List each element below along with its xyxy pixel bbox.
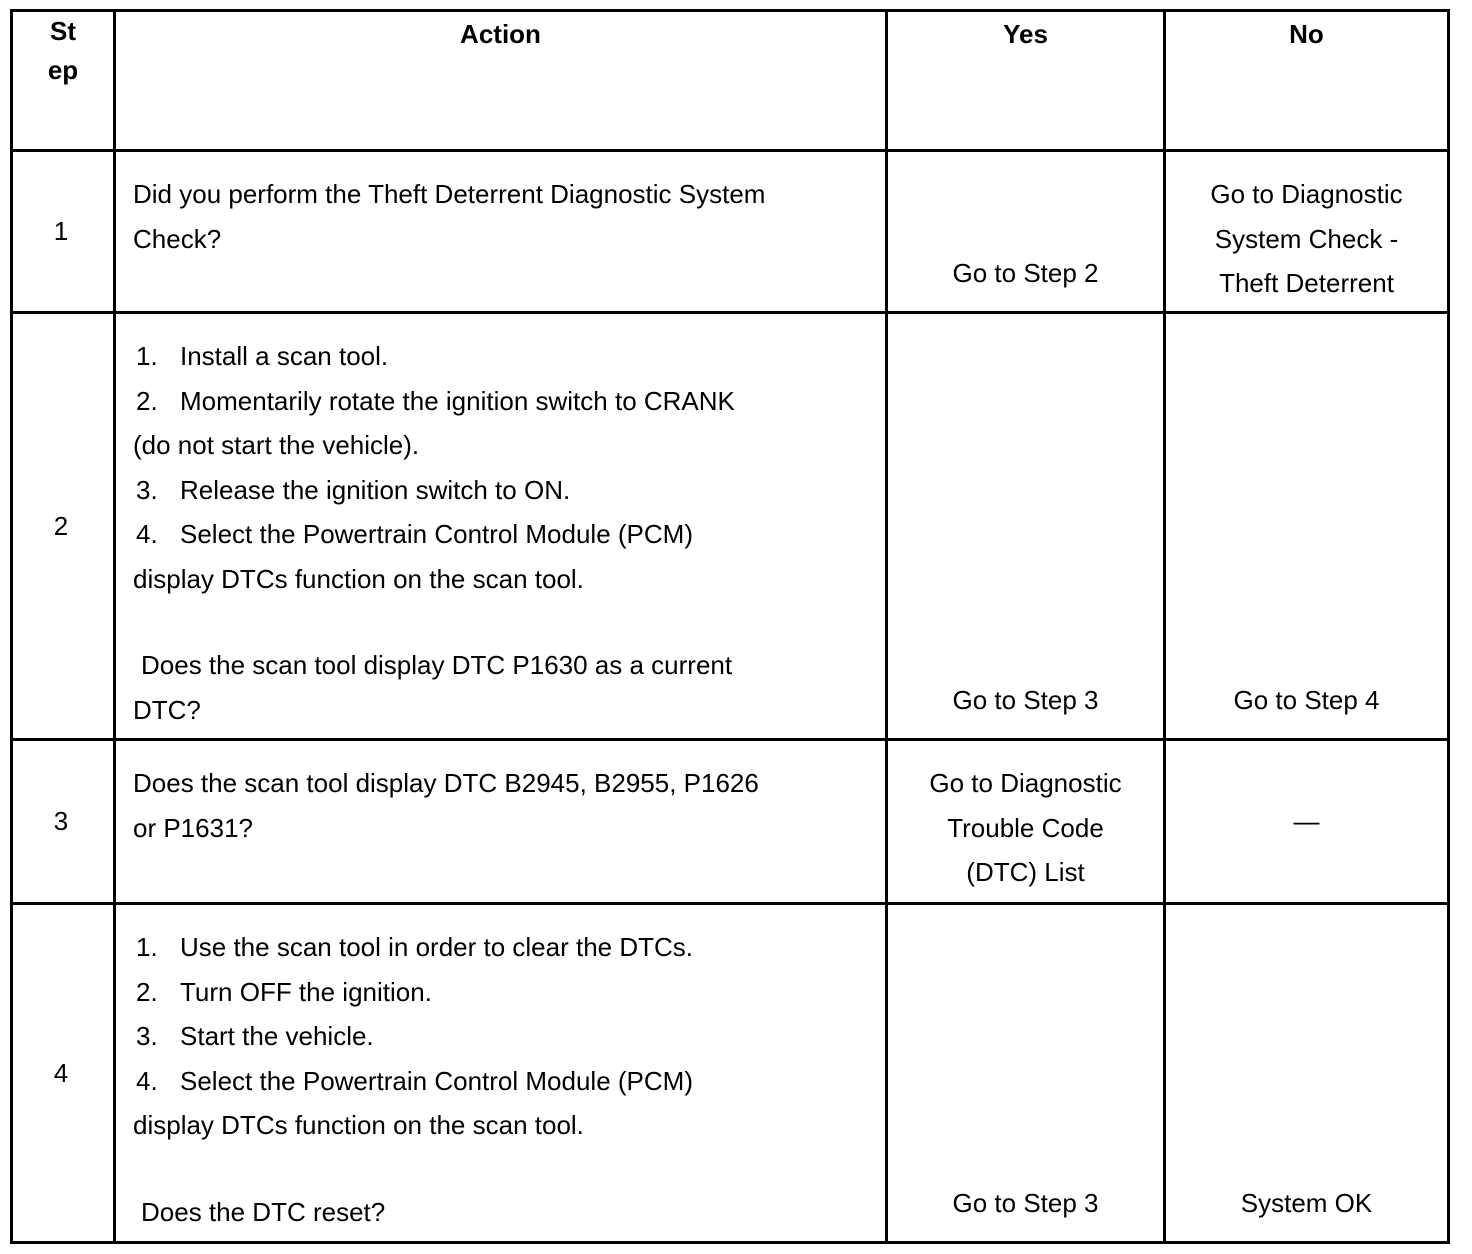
list-item-cont: display DTCs function on the scan tool.	[133, 563, 584, 594]
header-step-line2: ep	[47, 55, 79, 85]
question-cont: DTC?	[133, 694, 201, 725]
no-value: System OK	[1240, 1187, 1373, 1218]
yes-link[interactable]: Go to Step 3	[952, 684, 1099, 715]
diagnostic-table	[10, 9, 1450, 1244]
list-item: 2. Turn OFF the ignition.	[136, 976, 432, 1007]
header-yes: Yes	[887, 11, 1165, 151]
list-item: 2. Momentarily rotate the ignition switch to CRANK	[136, 385, 735, 416]
header-step-line1: St	[50, 16, 76, 46]
action-cell: Did you perform the Theft Deterrent Diagnostic System Check?	[115, 151, 887, 313]
header-row	[12, 11, 1449, 151]
yes-link[interactable]: Go to Diagnostic Trouble Code (DTC) List	[929, 768, 1122, 887]
step-number: 2	[12, 313, 115, 740]
header-step	[12, 11, 115, 151]
yes-cell	[887, 740, 1165, 904]
list-item: 1. Install a scan tool.	[136, 341, 389, 371]
list-item-cont: display DTCs function on the scan tool.	[133, 1110, 584, 1140]
no-value: —	[1293, 806, 1320, 837]
table-row	[12, 904, 1449, 1243]
step-number: 1	[12, 151, 115, 313]
action-cell: Does the scan tool display DTC B2945, B2955, P1626 or P1631?	[115, 740, 887, 904]
yes-cell	[887, 151, 1165, 313]
no-link[interactable]: Go to Step 4	[1233, 684, 1380, 715]
list-item: 4. Select the Powertrain Control Module (PCM)	[136, 1065, 693, 1096]
no-cell	[1165, 151, 1449, 313]
question: Does the scan tool display DTC P1630 as a current	[141, 650, 733, 680]
yes-link[interactable]: Go to Step 2	[952, 257, 1099, 288]
step-number: 3	[12, 740, 115, 904]
step-number: 4	[12, 904, 115, 1243]
table-row	[12, 151, 1449, 313]
no-link[interactable]: Go to Diagnostic System Check - Theft Deterrent	[1210, 179, 1403, 298]
header-no: No	[1165, 11, 1449, 151]
question: Does the DTC reset?	[141, 1196, 386, 1227]
list-item: 1. Use the scan tool in order to clear the DTCs.	[136, 932, 694, 962]
no-cell	[1165, 740, 1449, 904]
list-item: 4. Select the Powertrain Control Module (PCM)	[136, 519, 693, 549]
action-cell	[115, 904, 887, 1243]
yes-cell	[887, 313, 1165, 740]
no-cell	[1165, 313, 1449, 740]
list-item: 3. Start the vehicle.	[136, 1021, 374, 1051]
table-row	[12, 740, 1449, 904]
list-item: 3. Release the ignition switch to ON.	[136, 474, 571, 505]
yes-link[interactable]: Go to Step 3	[952, 1187, 1099, 1218]
header-action: Action	[115, 11, 887, 151]
yes-cell	[887, 904, 1165, 1243]
list-item-cont: (do not start the vehicle).	[133, 430, 420, 460]
action-cell	[115, 313, 887, 740]
no-cell	[1165, 904, 1449, 1243]
table-row	[12, 313, 1449, 740]
